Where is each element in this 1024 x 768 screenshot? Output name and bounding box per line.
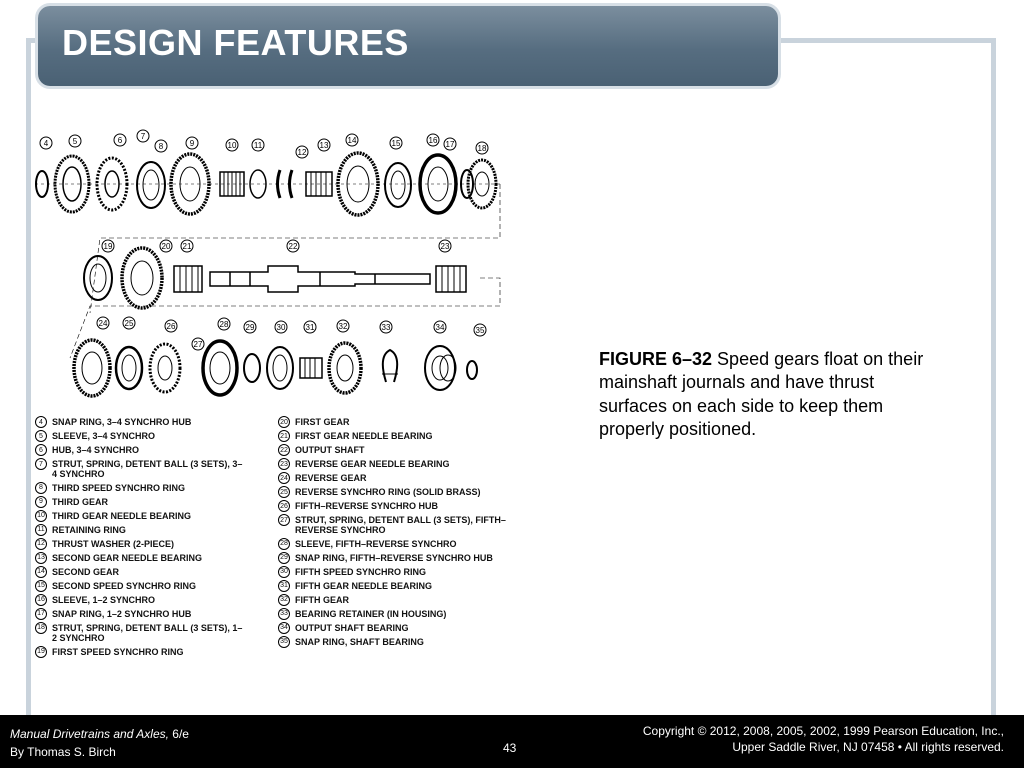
part-22 [210,266,430,292]
part-21 [174,266,202,292]
book-title: Manual Drivetrains and Axles, [10,727,169,741]
callouts-row-3 [97,317,486,350]
legend-item-31 [278,582,508,592]
legend-number-28: 28 [278,538,290,550]
legend-number-8: 8 [35,482,47,494]
legend-number-30: 30 [278,566,290,578]
legend-text-27: STRUT, SPRING, DETENT BALL (3 SETS), FIFTH–REVERSE SYNCHRO [295,515,506,535]
legend-text-18: STRUT, SPRING, DETENT BALL (3 SETS), 1–2 SYNCHRO [52,622,243,643]
legend-item-11 [35,526,245,536]
legend-number-35: 35 [278,636,290,648]
legend-number-26: 26 [278,500,290,512]
legend-text-33: BEARING RETAINER (IN HOUSING) [295,608,447,619]
legend-item-13 [35,554,245,564]
legend-number-5: 5 [35,430,47,442]
legend-item-16 [35,596,245,606]
legend-text-24: REVERSE GEAR [295,473,367,483]
callout-number-27: 27 [193,340,203,349]
part-8 [137,162,165,208]
legend-number-10: 10 [35,510,47,522]
part-19 [84,256,112,300]
footer [0,715,1024,768]
callout-number-23: 23 [440,242,450,251]
callout-number-25: 25 [124,319,134,328]
legend-item-34 [278,624,508,634]
legend-number-17: 17 [35,608,47,620]
part-34 [425,346,456,390]
legend-item-20 [278,418,508,428]
legend-item-14 [35,568,245,578]
legend-item-22 [278,446,508,456]
legend-item-17 [35,610,245,620]
callout-number-4: 4 [43,139,49,148]
callouts-row-1 [40,130,488,158]
callout-number-22: 22 [288,242,298,251]
legend-item-9 [35,498,245,508]
legend-number-34: 34 [278,622,290,634]
legend-text-17: SNAP RING, 1–2 SYNCHRO HUB [52,608,192,619]
callout-number-21: 21 [182,242,192,251]
legend-number-32: 32 [278,594,290,606]
callout-number-16: 16 [428,136,438,145]
legend-number-9: 9 [35,496,47,508]
legend-number-7: 7 [35,458,47,470]
legend-text-4: SNAP RING, 3–4 SYNCHRO HUB [52,417,192,427]
callouts-row-2 [102,240,451,252]
legend-number-13: 13 [35,552,47,564]
legend-text-23: REVERSE GEAR NEEDLE BEARING [295,459,450,469]
callout-number-20: 20 [161,242,171,251]
legend-text-32: FIFTH GEAR [295,594,349,605]
legend-item-24 [278,474,508,484]
part-28 [203,341,237,395]
part-24 [74,340,110,396]
callout-number-31: 31 [305,323,315,332]
legend-item-30 [278,568,508,578]
legend-number-22: 22 [278,444,290,456]
legend-item-23 [278,460,508,470]
callout-number-19: 19 [103,242,113,251]
legend-item-12 [35,540,245,550]
legend-text-6: HUB, 3–4 SYNCHRO [52,445,140,455]
legend-text-22: OUTPUT SHAFT [295,445,365,455]
callout-number-12: 12 [297,148,307,157]
address-line: Upper Saddle River, NJ 07458 • All rights reserved. [732,740,1004,754]
part-15 [385,163,411,207]
legend-item-10 [35,512,245,522]
callout-number-7: 7 [140,132,146,141]
gear-row-2 [70,248,500,358]
part-29 [244,354,260,382]
legend-number-23: 23 [278,458,290,470]
legend-left [35,418,245,662]
legend-number-27: 27 [278,514,290,526]
callout-number-35: 35 [475,326,485,335]
part-30 [267,347,293,389]
legend-item-33 [278,610,508,620]
callout-number-14: 14 [347,136,357,145]
legend-text-12: THRUST WASHER (2-PIECE) [52,538,175,549]
part-31 [300,358,322,378]
legend-number-21: 21 [278,430,290,442]
legend-item-15 [35,582,245,592]
callout-number-28: 28 [219,320,229,329]
part-20 [122,248,162,308]
callout-number-18: 18 [477,144,487,153]
legend-number-20: 20 [278,416,290,428]
callout-number-24: 24 [98,319,108,328]
legend-number-24: 24 [278,472,290,484]
legend-number-6: 6 [35,444,47,456]
legend-item-35 [278,638,508,648]
legend-item-28 [278,540,508,550]
legend-text-8: THIRD SPEED SYNCHRO RING [52,482,186,493]
legend-number-12: 12 [35,538,47,550]
legend-text-29: SNAP RING, FIFTH–REVERSE SYNCHRO HUB [295,552,493,563]
callout-number-30: 30 [276,323,286,332]
legend-item-26 [278,502,508,512]
footer-copyright [643,723,1004,755]
legend-item-29 [278,554,508,564]
callout-number-5: 5 [72,137,78,146]
legend-text-34: OUTPUT SHAFT BEARING [295,622,409,633]
legend-text-9: THIRD GEAR [52,496,108,507]
legend-item-21 [278,432,508,442]
callout-number-32: 32 [338,322,348,331]
footer-book-info [10,725,189,761]
book-edition: 6/e [168,727,189,741]
legend-item-4 [35,418,245,428]
legend-text-11: RETAINING RING [52,524,126,535]
figure-caption [599,348,929,442]
legend-item-8 [35,484,245,494]
legend-item-27 [278,516,508,536]
legend-text-5: SLEEVE, 3–4 SYNCHRO [52,431,156,441]
legend-number-18: 18 [35,622,47,634]
part-25 [116,347,142,389]
gear-row-3 [74,340,477,396]
callout-number-17: 17 [445,140,455,149]
legend-text-26: FIFTH–REVERSE SYNCHRO HUB [295,501,439,511]
callout-number-29: 29 [245,323,255,332]
callout-number-15: 15 [391,139,401,148]
legend-text-20: FIRST GEAR [295,417,350,427]
legend-text-7: STRUT, SPRING, DETENT BALL (3 SETS), 3–4 SYNCHRO [52,459,243,479]
part-23 [436,266,466,292]
legend-number-33: 33 [278,608,290,620]
part-33 [382,350,398,382]
legend-text-13: SECOND GEAR NEEDLE BEARING [52,552,203,563]
callout-number-10: 10 [227,141,237,150]
part-26 [150,344,180,392]
legend-number-16: 16 [35,594,47,606]
callout-number-26: 26 [166,322,176,331]
legend-text-16: SLEEVE, 1–2 SYNCHRO [52,594,156,605]
legend-number-29: 29 [278,552,290,564]
part-35 [467,361,477,379]
legend-item-18 [35,624,245,644]
legend-text-15: SECOND SPEED SYNCHRO RING [52,580,197,591]
legend-number-4: 4 [35,416,47,428]
legend-text-10: THIRD GEAR NEEDLE BEARING [52,510,192,521]
legend-text-19: FIRST SPEED SYNCHRO RING [52,646,184,657]
legend-text-28: SLEEVE, FIFTH–REVERSE SYNCHRO [295,538,457,549]
callout-number-6: 6 [117,136,123,145]
callout-number-9: 9 [189,139,195,148]
legend-text-21: FIRST GEAR NEEDLE BEARING [295,431,433,441]
legend-right [278,418,508,652]
figure-caption-text: Speed gears float on their mainshaft journals and have thrust surfaces on each side to keep them properly positioned. [599,349,924,440]
legend-number-25: 25 [278,486,290,498]
callout-number-11: 11 [253,141,263,150]
callout-number-13: 13 [319,141,329,150]
legend-text-14: SECOND GEAR [52,566,120,577]
legend-text-25: REVERSE SYNCHRO RING (SOLID BRASS) [295,487,481,497]
callout-number-34: 34 [435,323,445,332]
legend-item-19 [35,648,245,658]
legend-item-7 [35,460,245,480]
legend-number-11: 11 [35,524,47,536]
legend-number-15: 15 [35,580,47,592]
part-32 [329,343,361,393]
legend-item-5 [35,432,245,442]
book-author: By Thomas S. Birch [10,745,116,759]
legend-item-32 [278,596,508,606]
slide-title: DESIGN FEATURES [62,22,409,63]
callout-number-8: 8 [158,142,164,151]
legend-number-31: 31 [278,580,290,592]
legend-number-14: 14 [35,566,47,578]
legend-number-19: 19 [35,646,47,658]
figure-label: FIGURE 6–32 [599,349,713,369]
copyright-line: Copyright © 2012, 2008, 2005, 2002, 1999 Pearson Education, Inc., [642,724,1004,738]
legend-text-35: SNAP RING, SHAFT BEARING [295,636,424,647]
page-number: 43 [503,741,517,755]
legend-text-31: FIFTH GEAR NEEDLE BEARING [295,580,433,591]
legend-item-25 [278,488,508,498]
legend-text-30: FIFTH SPEED SYNCHRO RING [295,566,427,577]
callout-number-33: 33 [381,323,391,332]
legend-item-6 [35,446,245,456]
